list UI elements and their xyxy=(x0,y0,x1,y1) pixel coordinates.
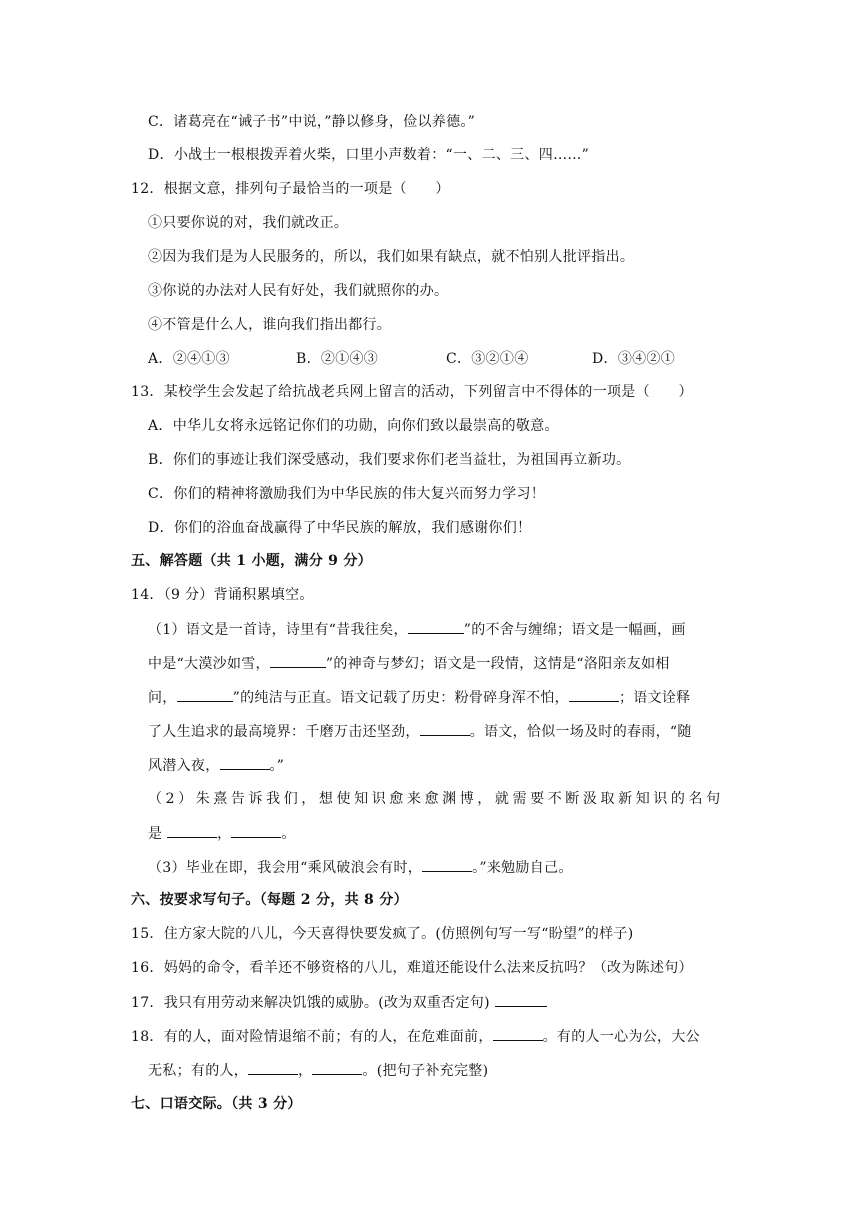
q11-option-c: C．诸葛亮在“诫子书”中说，”静以修身，俭以养德。” xyxy=(148,114,476,130)
q12-sentence-2: ②因为我们是为人民服务的，所以，我们如果有缺点，就不怕别人批评指出。 xyxy=(148,249,635,265)
answer-blank[interactable] xyxy=(177,687,233,702)
q12-option-d[interactable]: D．③④②① xyxy=(592,351,676,367)
q14-p2-line-2: 是 ， 。 xyxy=(148,823,296,844)
answer-blank[interactable] xyxy=(248,1060,298,1075)
answer-blank[interactable] xyxy=(312,1060,362,1075)
q13-option-a[interactable]: A．中华儿女将永远铭记你们的功勋，向你们致以最崇高的敬意。 xyxy=(148,418,559,434)
answer-blank[interactable] xyxy=(270,653,326,668)
answer-blank[interactable] xyxy=(420,721,470,736)
q14-stem: 14．（9 分）背诵积累填空。 xyxy=(131,587,314,603)
q13-stem: 13．某校学生会发起了给抗战老兵网上留言的活动，下列留言中不得体的一项是（ ） xyxy=(131,384,693,400)
q12-option-a[interactable]: A．②④①③ xyxy=(148,351,230,367)
q14-p1-line-2: 中是“大漠沙如雪， ”的神奇与梦幻；语文是一段情，这情是“洛阳亲友如相 xyxy=(148,653,670,674)
q12-sentence-4: ④不管是什么人，谁向我们指出都行。 xyxy=(148,317,392,333)
q16: 16．妈妈的命令，看羊还不够资格的八儿，难道还能设什么法来反抗吗？（改为陈述句） xyxy=(131,960,693,976)
section-5-title: 五、解答题（共 1 小题，满分 9 分） xyxy=(131,553,372,569)
q18-line-1: 18．有的人，面对险情退缩不前；有的人，在危难面前， 。有的人一心为公，大公 xyxy=(131,1026,700,1047)
q14-p1-line-1: （1）语文是一首诗，诗里有“昔我往矣， ”的不舍与缠绵；语文是一幅画，画 xyxy=(148,619,686,640)
answer-blank[interactable] xyxy=(569,687,619,702)
q11-option-d: D．小战士一根根拨弄着火柴，口里小声数着：“一、二、三、四……” xyxy=(148,147,590,163)
q14-p1-line-4: 了人生追求的最高境界：千磨万击还坚劲， 。语文，恰似一场及时的春雨，“随 xyxy=(148,721,692,742)
q14-p1-line-5: 风潜入夜， 。” xyxy=(148,755,284,776)
q13-option-c[interactable]: C．你们的精神将激励我们为中华民族的伟大复兴而努力学习！ xyxy=(148,486,546,502)
answer-blank[interactable] xyxy=(231,823,281,838)
q15: 15．住方家大院的八儿，今天喜得快要发疯了。(仿照例句写一写“盼望”的样子) xyxy=(131,926,634,942)
answer-blank[interactable] xyxy=(495,992,547,1007)
answer-blank[interactable] xyxy=(167,823,217,838)
q14-p1-line-3: 问， ”的纯洁与正直。语文记载了历史：粉骨碎身浑不怕， ；语文诠释 xyxy=(148,687,690,708)
q14-p3: （3）毕业在即，我会用“乘风破浪会有时， 。”来勉励自己。 xyxy=(148,857,573,878)
q12-option-b[interactable]: B．②①④③ xyxy=(296,351,379,367)
section-6-title: 六、按要求写句子。（每题 2 分，共 8 分） xyxy=(131,892,408,908)
q12-option-c[interactable]: C．③②①④ xyxy=(446,351,529,367)
q13-option-d[interactable]: D．你们的浴血奋战赢得了中华民族的解放，我们感谢你们！ xyxy=(148,520,532,536)
q14-p2-line-1: （2）朱熹告诉我们，想使知识愈来愈渊博，就需要不断汲取新知识的名句 xyxy=(148,791,724,807)
answer-blank[interactable] xyxy=(422,857,472,872)
answer-blank[interactable] xyxy=(220,755,270,770)
section-7-title: 七、口语交际。（共 3 分） xyxy=(131,1096,302,1112)
answer-blank[interactable] xyxy=(408,619,464,634)
q13-option-b[interactable]: B．你们的事迹让我们深受感动，我们要求你们老当益壮，为祖国再立新功。 xyxy=(148,452,631,468)
q12-sentence-3: ③你说的办法对人民有好处，我们就照你的办。 xyxy=(148,283,449,299)
q12-sentence-1: ①只要你说的对，我们就改正。 xyxy=(148,215,349,231)
q12-stem: 12．根据文意，排列句子最恰当的一项是（ ） xyxy=(131,181,450,197)
q18-line-2: 无私；有的人， ， 。(把句子补充完整) xyxy=(148,1060,488,1081)
q17: 17．我只有用劳动来解决饥饿的威胁。(改为双重否定句) xyxy=(131,992,547,1013)
answer-blank[interactable] xyxy=(493,1026,543,1041)
